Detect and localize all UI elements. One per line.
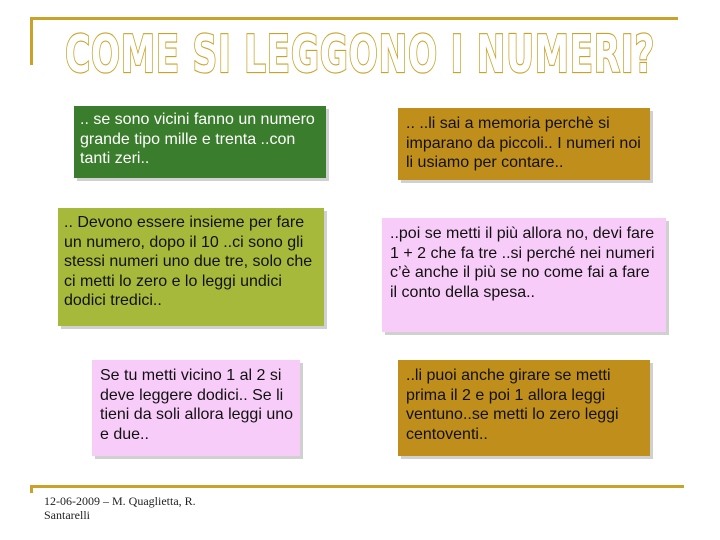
frame-bottom-left-tick xyxy=(30,485,33,493)
box-dodici-text: Se tu metti vicino 1 al 2 si deve leggere dodici.. Se li tieni da soli allora leggi uno e due.. xyxy=(100,367,294,443)
box-memoria-text: .. ..li sai a memoria perchè si imparano da piccoli.. I numeri noi li usiamo per contare.. xyxy=(406,115,641,171)
box-piu-text: ..poi se metti il più allora no, devi fare 1 + 2 che fa tre ..si perché nei numeri c’è anche il più se no come fai a fare il conto della spesa.. xyxy=(390,225,655,301)
frame-bottom-line xyxy=(30,485,684,488)
box-piu xyxy=(382,218,666,332)
box-girare-text: ..li puoi anche girare se metti prima il 2 e poi 1 allora leggi ventuno..se metti lo zero leggi centoventi.. xyxy=(406,367,619,443)
frame-top-line xyxy=(30,17,678,20)
frame-left-line xyxy=(30,17,33,65)
box-vicini-text: .. se sono vicini fanno un numero grande tipo mille e trenta ..con tanti zeri.. xyxy=(80,111,315,167)
box-vicini xyxy=(74,106,326,178)
box-memoria xyxy=(398,108,650,180)
box-girare xyxy=(398,360,650,456)
box-insieme xyxy=(58,208,324,326)
page-title-text: COME SI LEGGONO I NUMERI? xyxy=(65,25,655,82)
box-insieme-text: .. Devono essere insieme per fare un numero, dopo il 10 ..ci sono gli stessi numeri uno due tre, solo che ci metti lo zero e lo leggi undici dodici tredici.. xyxy=(64,214,313,309)
box-dodici xyxy=(92,360,300,456)
page-title xyxy=(60,22,660,82)
footer-credit: 12-06-2009 – M. Quaglietta, R. Santarelli xyxy=(44,494,196,522)
